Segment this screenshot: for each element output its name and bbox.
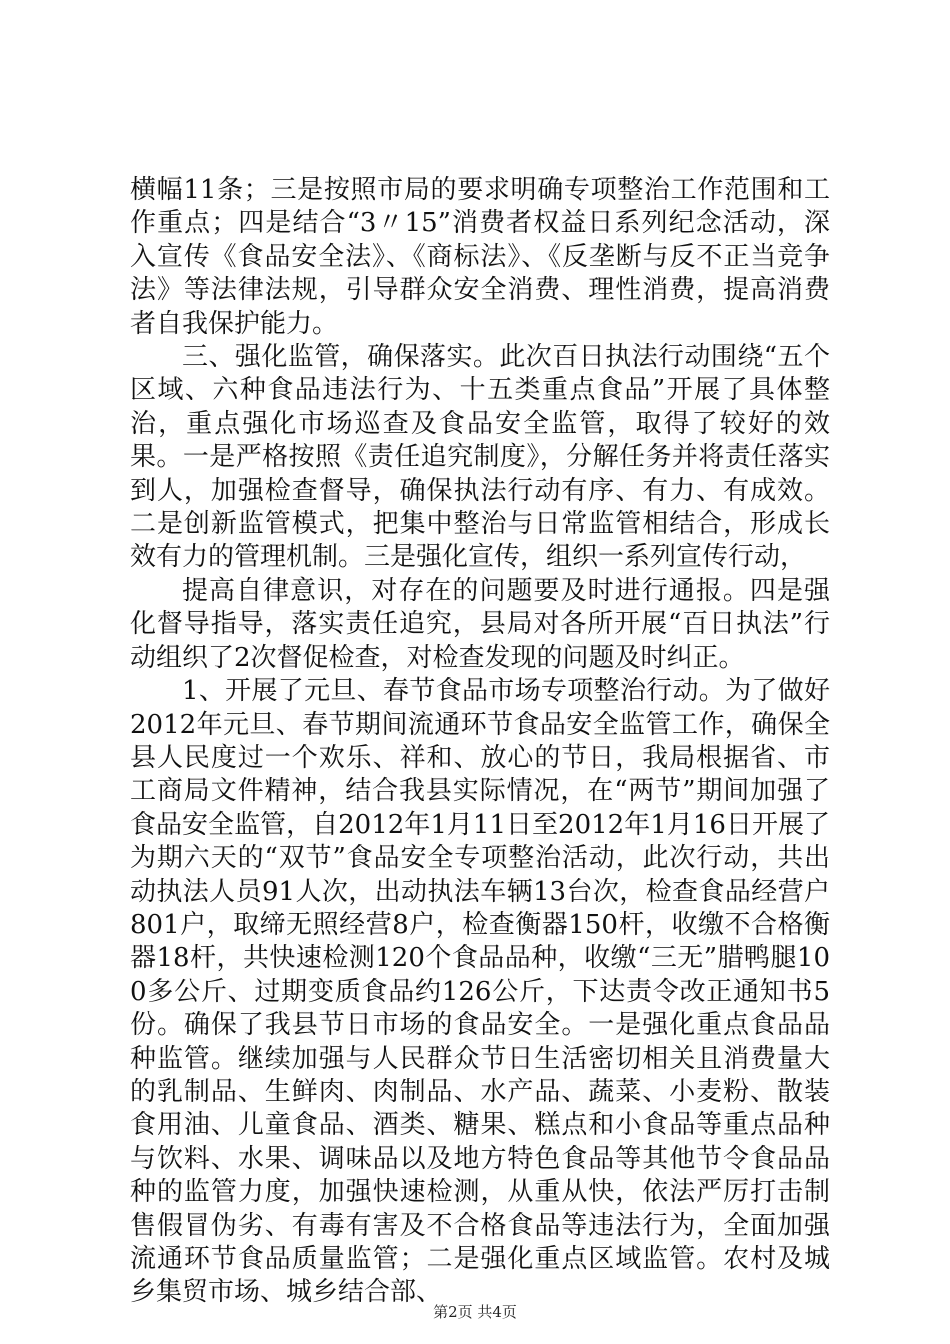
paragraph-3: 提高自律意识，对存在的问题要及时进行通报。四是强化督导指导，落实责任追究，县局对各所开展“百日执法”行动组织了2次督促检查，对检查发现的问题及时纠正。 bbox=[130, 575, 830, 673]
paragraph-1: 横幅11条；三是按照市局的要求明确专项整治工作范围和工作重点；四是结合“3〃15”消费者权益日系列纪念活动，深入宣传《食品安全法》、《商标法》、《反垄断与反不正当竞争法》等法律法规，引导群众安全消费、理性消费，提高消费者自我保护能力。 bbox=[130, 175, 830, 339]
page-number-footer: 第2页 共4页 bbox=[433, 1303, 517, 1321]
document-body bbox=[130, 174, 830, 1310]
paragraph-2: 三、强化监管，确保落实。此次百日执法行动围绕“五个区域、六种食品违法行为、十五类重点食品”开展了具体整治，重点强化市场巡查及食品安全监管，取得了较好的效果。一是严格按照《责任追究制度》，分解任务并将责任落实到人，加强检查督导，确保执法行动有序、有力、有成效。二是创新监管模式，把集中整治与日常监管相结合，形成长效有力的管理机制。三是强化宣传，组织一系列宣传行动， bbox=[130, 342, 830, 573]
paragraph-4: 1、开展了元旦、春节食品市场专项整治行动。为了做好2012年元旦、春节期间流通环节食品安全监管工作，确保全县人民度过一个欢乐、祥和、放心的节日，我局根据省、市工商局文件精神，结合我县实际情况，在“两节”期间加强了食品安全监管，自2012年1月11日至2012年1月16日开展了为期六天的“双节”食品安全专项整治活动，此次行动，共出动执法人员91人次，出动执法车辆13台次，检查食品经营户801户，取缔无照经营8户，检查衡器150杆，收缴不合格衡器18杆，共快速检测120个食品品种，收缴“三无”腊鸭腿100多公斤、过期变质食品约126公斤，下达责令改正通知书5份。确保了我县节日市场的食品安全。一是强化重点食品品种监管。继续加强与人民群众节日生活密切相关且消费量大的乳制品、生鲜肉、肉制品、水产品、蔬菜、小麦粉、散装食用油、儿童食品、酒类、糖果、糕点和小食品等重点品种与饮料、水果、调味品以及地方特色食品等其他节令食品品种的监管力度，加强快速检测，从重从快，依法严厉打击制售假冒伪劣、有毒有害及不合格食品等违法行为，全面加强流通环节食品质量监管；二是强化重点区域监管。农村及城乡集贸市场、城乡结合部、 bbox=[130, 676, 830, 1308]
